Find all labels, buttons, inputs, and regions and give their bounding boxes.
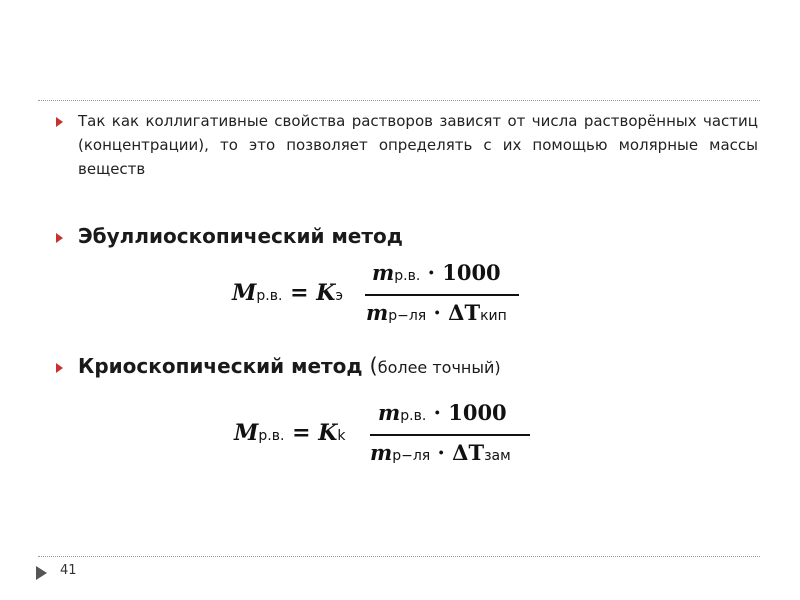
triangle-bullet-icon <box>56 117 63 127</box>
formula-numerator: mр.в. · 1000 <box>372 260 501 285</box>
note-paren: ( <box>369 354 378 378</box>
top-divider <box>38 100 760 101</box>
formula-lhs: Mр.в. = Kk <box>234 420 346 446</box>
formula-lhs: Mр.в. = Kэ <box>232 280 343 306</box>
ebullioscopic-heading: Эбуллиоскопический метод <box>78 224 403 248</box>
formula-denominator: mр−ля · ΔTзам <box>370 440 511 465</box>
triangle-bullet-icon <box>56 233 63 243</box>
triangle-arrow-icon <box>36 566 47 580</box>
bottom-divider <box>38 556 760 557</box>
formula-numerator: mр.в. · 1000 <box>378 400 507 425</box>
cryoscopic-heading <box>78 354 501 378</box>
page-number: 41 <box>60 563 77 578</box>
formula-denominator: mр−ля · ΔTкип <box>366 300 507 325</box>
cryoscopic-formula <box>234 398 544 478</box>
intro-paragraph: Так как коллигативные свойства растворов зависят от числа растворённых частиц (концентрации), то это позволяет определять с их помощью молярные массы веществ <box>78 112 758 178</box>
fraction-bar <box>365 294 519 296</box>
cryoscopic-title: Криоскопический метод <box>78 354 363 378</box>
ebullioscopic-formula <box>232 258 532 338</box>
cryoscopic-note: более точный) <box>377 358 501 377</box>
fraction-bar <box>370 434 530 436</box>
triangle-bullet-icon <box>56 363 63 373</box>
